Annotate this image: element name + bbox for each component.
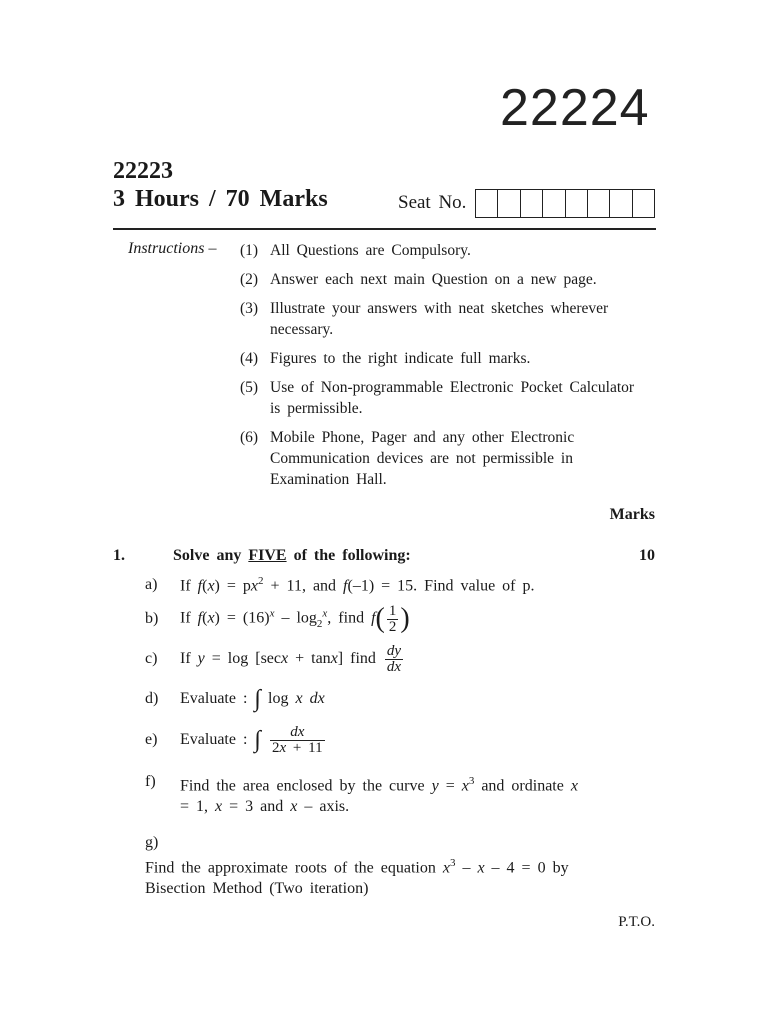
- instruction-item: [240, 298, 640, 340]
- instruction-item: [240, 377, 640, 419]
- subquestion-a-formatted: If $f(x) = px^2 + 11$, and f(–1) = 15. Find value of p.: [180, 575, 535, 595]
- instruction-number: (6): [240, 429, 259, 446]
- instruction-number: (3): [240, 300, 259, 317]
- instruction-text: Answer each next main Question on a new page.: [270, 271, 597, 288]
- instruction-text: Figures to the right indicate full marks.: [270, 350, 531, 367]
- instruction-text: Use of Non-programmable Electronic Pocket Calculator is permissible.: [270, 379, 635, 417]
- seat-digit-box[interactable]: [633, 190, 654, 217]
- instruction-text: Mobile Phone, Pager and any other Electronic Communication devices are not permissible in Examination Hall.: [270, 429, 575, 488]
- question-title-pre: Solve any: [173, 547, 249, 564]
- subquestion-e: [145, 725, 327, 756]
- subquestion-c: [145, 644, 405, 675]
- instruction-number: (4): [240, 350, 259, 367]
- instruction-text: All Questions are Compulsory.: [270, 242, 471, 259]
- subquestion-f: [145, 771, 595, 817]
- question-number: 1.: [113, 547, 125, 564]
- subquestion-letter: c): [145, 650, 158, 668]
- subquestion-letter: e): [145, 731, 158, 749]
- seat-digit-box[interactable]: [521, 190, 543, 217]
- seat-digit-box[interactable]: [476, 190, 498, 217]
- instruction-text: Illustrate your answers with neat sketches wherever necessary.: [270, 300, 609, 338]
- instructions-list: [240, 240, 640, 498]
- subquestion-letter: f): [145, 773, 156, 790]
- duration-marks: 3 Hours / 70 Marks: [113, 186, 328, 212]
- subquestion-g-formatted: Find the approximate roots of the equation $x^3 - x - 4 = 0$ by Bisection Method (Two iteration): [145, 857, 569, 898]
- subquestion-letter: g): [145, 834, 159, 851]
- instruction-item: [240, 348, 640, 369]
- instruction-item: [240, 240, 640, 261]
- subquestion-letter: a): [145, 575, 158, 593]
- instruction-item: [240, 427, 640, 490]
- question-marks: 10: [639, 547, 655, 564]
- seat-digit-box[interactable]: [543, 190, 565, 217]
- subquestion-f-formatted: Find the area enclosed by the curve $y = x^3$ and ordinate x = 1, x = 3 and x – axis.: [180, 775, 578, 816]
- subquestion-d: [145, 686, 325, 713]
- seat-digit-box[interactable]: [588, 190, 610, 217]
- seat-digit-box[interactable]: [610, 190, 632, 217]
- question-title: [173, 547, 411, 565]
- subquestion-d-formatted: Evaluate : ∫ log x dx: [180, 686, 325, 712]
- instruction-number: (5): [240, 379, 259, 396]
- question-title-emphasis: FIVE: [248, 547, 287, 564]
- instruction-number: (1): [240, 242, 259, 259]
- instruction-item: [240, 269, 640, 290]
- subquestion-b: [145, 603, 410, 635]
- marks-heading: Marks: [609, 506, 655, 523]
- subquestion-letter: b): [145, 609, 159, 627]
- subject-code: 22223: [113, 158, 173, 184]
- subquestion-g: [145, 832, 625, 899]
- seat-number-label: Seat No.: [398, 192, 467, 213]
- please-turn-over: P.T.O.: [618, 914, 655, 930]
- paper-code: 22224: [500, 79, 650, 137]
- seat-digit-box[interactable]: [498, 190, 520, 217]
- subquestion-c-formatted: If y = log [secx + tanx] find $\frac{dy}{dx}$: [180, 643, 402, 675]
- instructions-label: Instructions –: [128, 240, 217, 257]
- subquestion-letter: d): [145, 690, 159, 708]
- seat-digit-box[interactable]: [566, 190, 588, 217]
- header-divider: [113, 228, 656, 230]
- subquestion-e-formatted: Evaluate : ∫ $\frac{dx}{2x + 11}$: [180, 724, 323, 756]
- seat-number-boxes[interactable]: [475, 189, 655, 218]
- subquestion-b-formatted: If $f(x) = (16)^x - \log_2^x$, find f( $\frac{1}{2}$ ): [180, 602, 410, 635]
- question-title-post: of the following:: [286, 547, 411, 564]
- subquestion-a: [145, 575, 535, 595]
- instruction-number: (2): [240, 271, 259, 288]
